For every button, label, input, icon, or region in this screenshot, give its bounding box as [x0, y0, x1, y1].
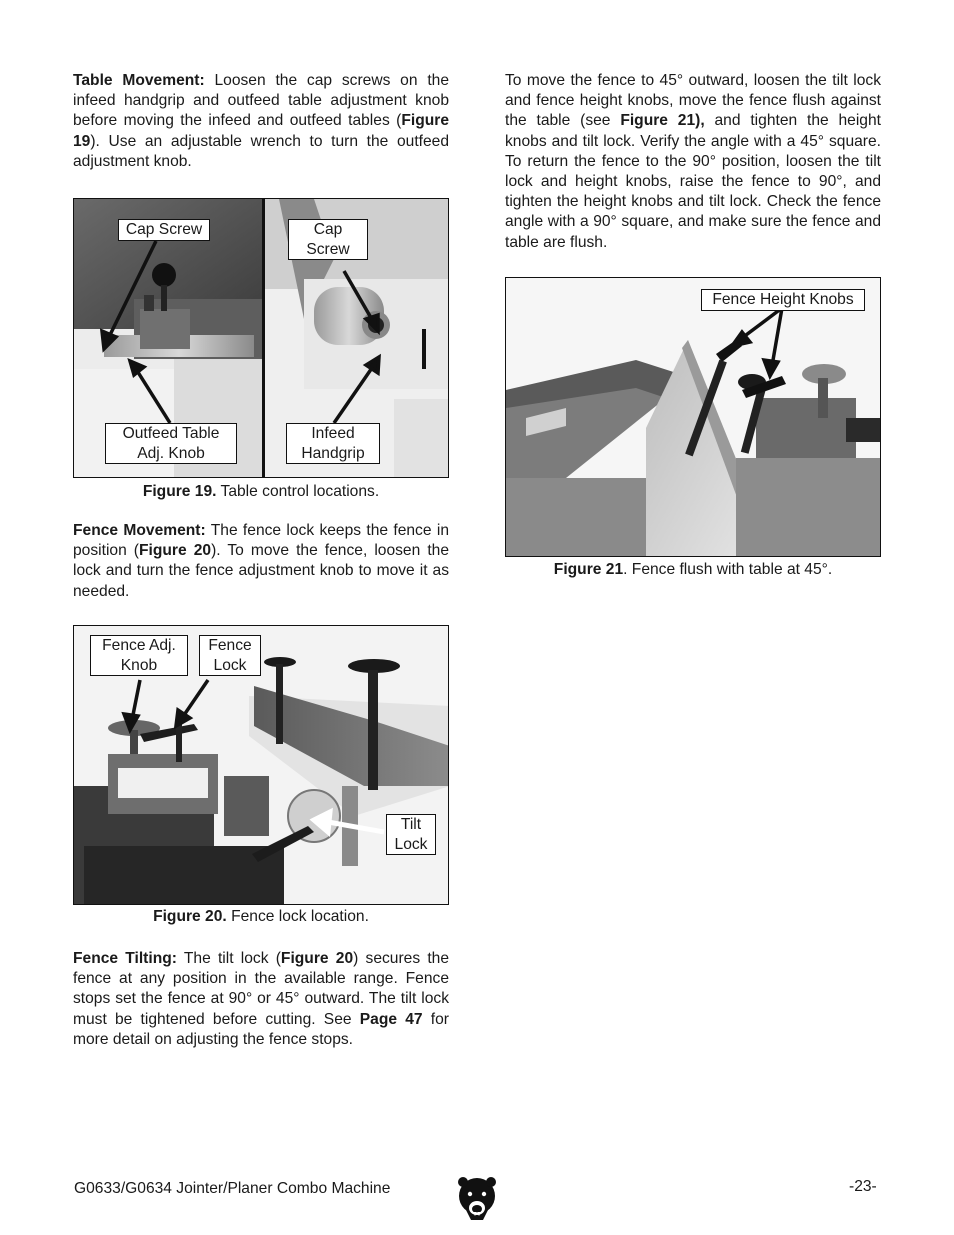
figure-19-caption	[73, 482, 449, 502]
figure-ref: Figure 19	[73, 112, 449, 150]
callout-label: Infeed	[311, 425, 355, 442]
page-ref: Page 47	[359, 1010, 423, 1028]
callout-fence-adj-knob	[90, 635, 188, 676]
callout-label: Screw	[306, 240, 350, 258]
fence-movement-paragraph	[73, 521, 449, 602]
bear-logo-icon	[457, 1174, 497, 1227]
figure-19-photo	[73, 198, 449, 478]
figure-21-caption	[505, 560, 881, 580]
figure-20-photo	[73, 625, 449, 905]
fence-tilting-paragraph	[73, 949, 449, 1050]
fence-45-paragraph	[505, 71, 881, 253]
footer-title: G0633/G0634 Jointer/Planer Combo Machine	[74, 1180, 391, 1197]
callout-label: Knob	[120, 656, 158, 674]
table-movement-paragraph	[73, 71, 449, 172]
callout-fence-height-knobs	[701, 289, 865, 311]
caption-label: Figure 20.	[153, 908, 227, 925]
callout-label: Adj. Knob	[137, 444, 205, 462]
caption-text: . Fence flush with table at 45°.	[623, 561, 833, 578]
text: and tighten the height knobs and tilt lock. Verify the angle with a 45° square. To return the fence to the 90° position, loosen the tilt lock and height knobs, raise the fence to 90°, and tighten the height knobs and tilt lock. Check the fence angle with a 90° square, and make sure the fence and table are flush.	[505, 112, 881, 251]
text: ) secures the fence at any position in the available range. Fence stops set the fence at 90° or 45° outward. The tilt lock must be tightened before cutting. See	[73, 950, 450, 1028]
caption-text: Table control locations.	[216, 483, 380, 500]
text: Loosen the cap screws on the infeed handgrip and outfeed table adjustment knob before moving the infeed and outfeed tables (	[73, 72, 449, 130]
caption-label: Figure 21	[553, 561, 624, 578]
callout-label: Fence Height Knobs	[712, 291, 854, 308]
callout-fence-lock	[199, 635, 261, 676]
figure-ref: Figure 20	[280, 950, 354, 967]
page-number: -23-	[849, 1178, 877, 1195]
callout-label: Fence Adj.	[102, 637, 176, 654]
callout-label: Cap Screw	[125, 221, 203, 238]
callout-label: Handgrip	[301, 444, 365, 462]
figure-ref: Figure 20	[139, 542, 212, 560]
callout-label: Outfeed Table	[122, 425, 220, 442]
callout-outfeed-table-adj-knob	[105, 423, 237, 464]
callout-label: Lock	[394, 835, 428, 853]
text: The tilt lock (	[176, 950, 281, 967]
figure-21-photo	[505, 277, 881, 557]
heading: Fence Movement:	[73, 522, 206, 539]
text: The fence lock keeps the fence in position (	[73, 522, 449, 560]
callout-cap-screw-right	[288, 219, 368, 260]
callout-infeed-handgrip	[286, 423, 380, 464]
callout-label: Lock	[213, 656, 247, 674]
callout-label: Tilt	[400, 816, 422, 833]
text: for more detail on adjusting the fence stops.	[73, 1010, 449, 1048]
callout-label: Fence	[208, 637, 252, 654]
caption-text: Fence lock location.	[226, 908, 369, 925]
heading: Table Movement:	[73, 72, 205, 89]
callout-cap-screw-left	[118, 219, 210, 241]
text: To move the fence to 45° outward, loosen the tilt lock and fence height knobs, move the fence flush against the table (see	[505, 72, 881, 130]
figure-20-caption	[73, 907, 449, 927]
text: ). Use an adjustable wrench to turn the outfeed adjustment knob.	[73, 132, 449, 170]
callout-label: Cap	[313, 221, 343, 238]
caption-label: Figure 19.	[142, 483, 217, 500]
callout-tilt-lock	[386, 814, 436, 855]
text: ). To move the fence, loosen the lock and turn the fence adjustment knob to move it as needed.	[73, 542, 450, 600]
figure-ref: Figure 21),	[620, 112, 705, 130]
heading: Fence Tilting:	[73, 950, 177, 967]
